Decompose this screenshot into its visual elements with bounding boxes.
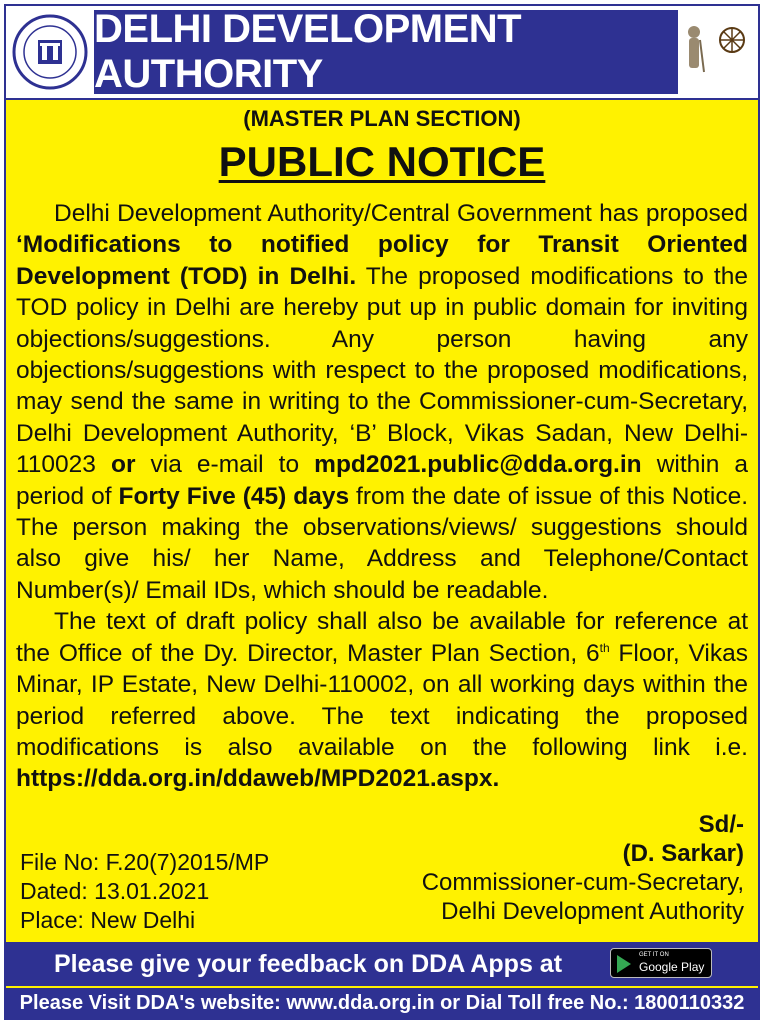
notice-title-text: PUBLIC NOTICE [218,138,546,185]
p1-text-c: The proposed modifications to the TOD policy in Delhi are hereby put up in public domain for inviting objections/suggestions. Any person having any objections/suggestions with respect to the proposed modifications, may send the same in writing to the Commissioner-cum-Secretary, Delhi Development Authority, ‘B’ Block, Vikas Sadan, New Delhi-110023 [16,262,748,479]
p1-text-e: via e-mail to [135,451,315,479]
p1-text-a: Delhi Development Authority/Central Government has proposed [54,200,748,227]
email-address: mpd2021.public@dda.org.in [314,451,642,479]
public-notice-page [4,4,760,1020]
gplay-small-text: GET IT ON [639,952,669,958]
gplay-big-text: Google Play [639,960,705,974]
notice-body [16,198,748,795]
objection-period: Forty Five (45) days [118,482,350,510]
p1-or: or [111,451,136,479]
google-play-icon [617,955,631,973]
website-text: Please Visit DDA's website: www.dda.org.in or Dial Toll free No.: 1800110332 [19,992,745,1014]
notice-place: Place: New Delhi [20,907,196,933]
feedback-text: Please give your feedback on DDA Apps at [54,950,563,978]
signatory-designation: Commissioner-cum-Secretary, [421,869,744,896]
signatory-name: (D. Sarkar) [622,840,744,867]
gandhi-150-icon [682,10,754,94]
file-number: File No: F.20(7)2015/MP [20,849,270,875]
feedback-banner [6,942,758,986]
notice-title [6,138,758,186]
title-banner [94,7,678,96]
website-banner [6,988,758,1020]
paragraph-1 [16,198,748,606]
google-play-badge[interactable] [610,948,712,978]
policy-link: https://dda.org.in/ddaweb/MPD2021.aspx. [16,765,500,793]
p2-text-b: Floor, Vikas Minar, IP Estate, New Delhi-110002, on all working days within the period referred above. The text indicating the proposed modifications is also available on the following link i.e. [16,639,748,761]
signature-block [422,810,744,926]
dda-emblem-icon [10,10,90,94]
paragraph-2 [16,606,748,794]
signatory-org: Delhi Development Authority [441,898,744,925]
file-info [20,848,269,935]
p2-text-a: The text of draft policy shall also be available for reference at the Office of the Dy. Director, Master Plan Section, 6 [16,608,748,667]
notice-date: Dated: 13.01.2021 [20,878,210,904]
p1-text-g: from the date of issue of this Notice. The person making the observations/views/ suggestions should also give his/ her Name, Address and Telephone/Contact Number(s)/ Email IDs, which should be readable. [16,482,749,604]
authority-title: DELHI DEVELOPMENT AUTHORITY [94,7,522,96]
header [6,6,758,100]
section-heading: (MASTER PLAN SECTION) [243,106,521,131]
floor-superscript: th [599,640,610,655]
signed: Sd/- [698,811,744,838]
p1-text-f: within a period of [16,451,749,510]
policy-name: ‘Modifications to notified policy for Transit Oriented Development (TOD) in Delhi. [16,231,748,290]
